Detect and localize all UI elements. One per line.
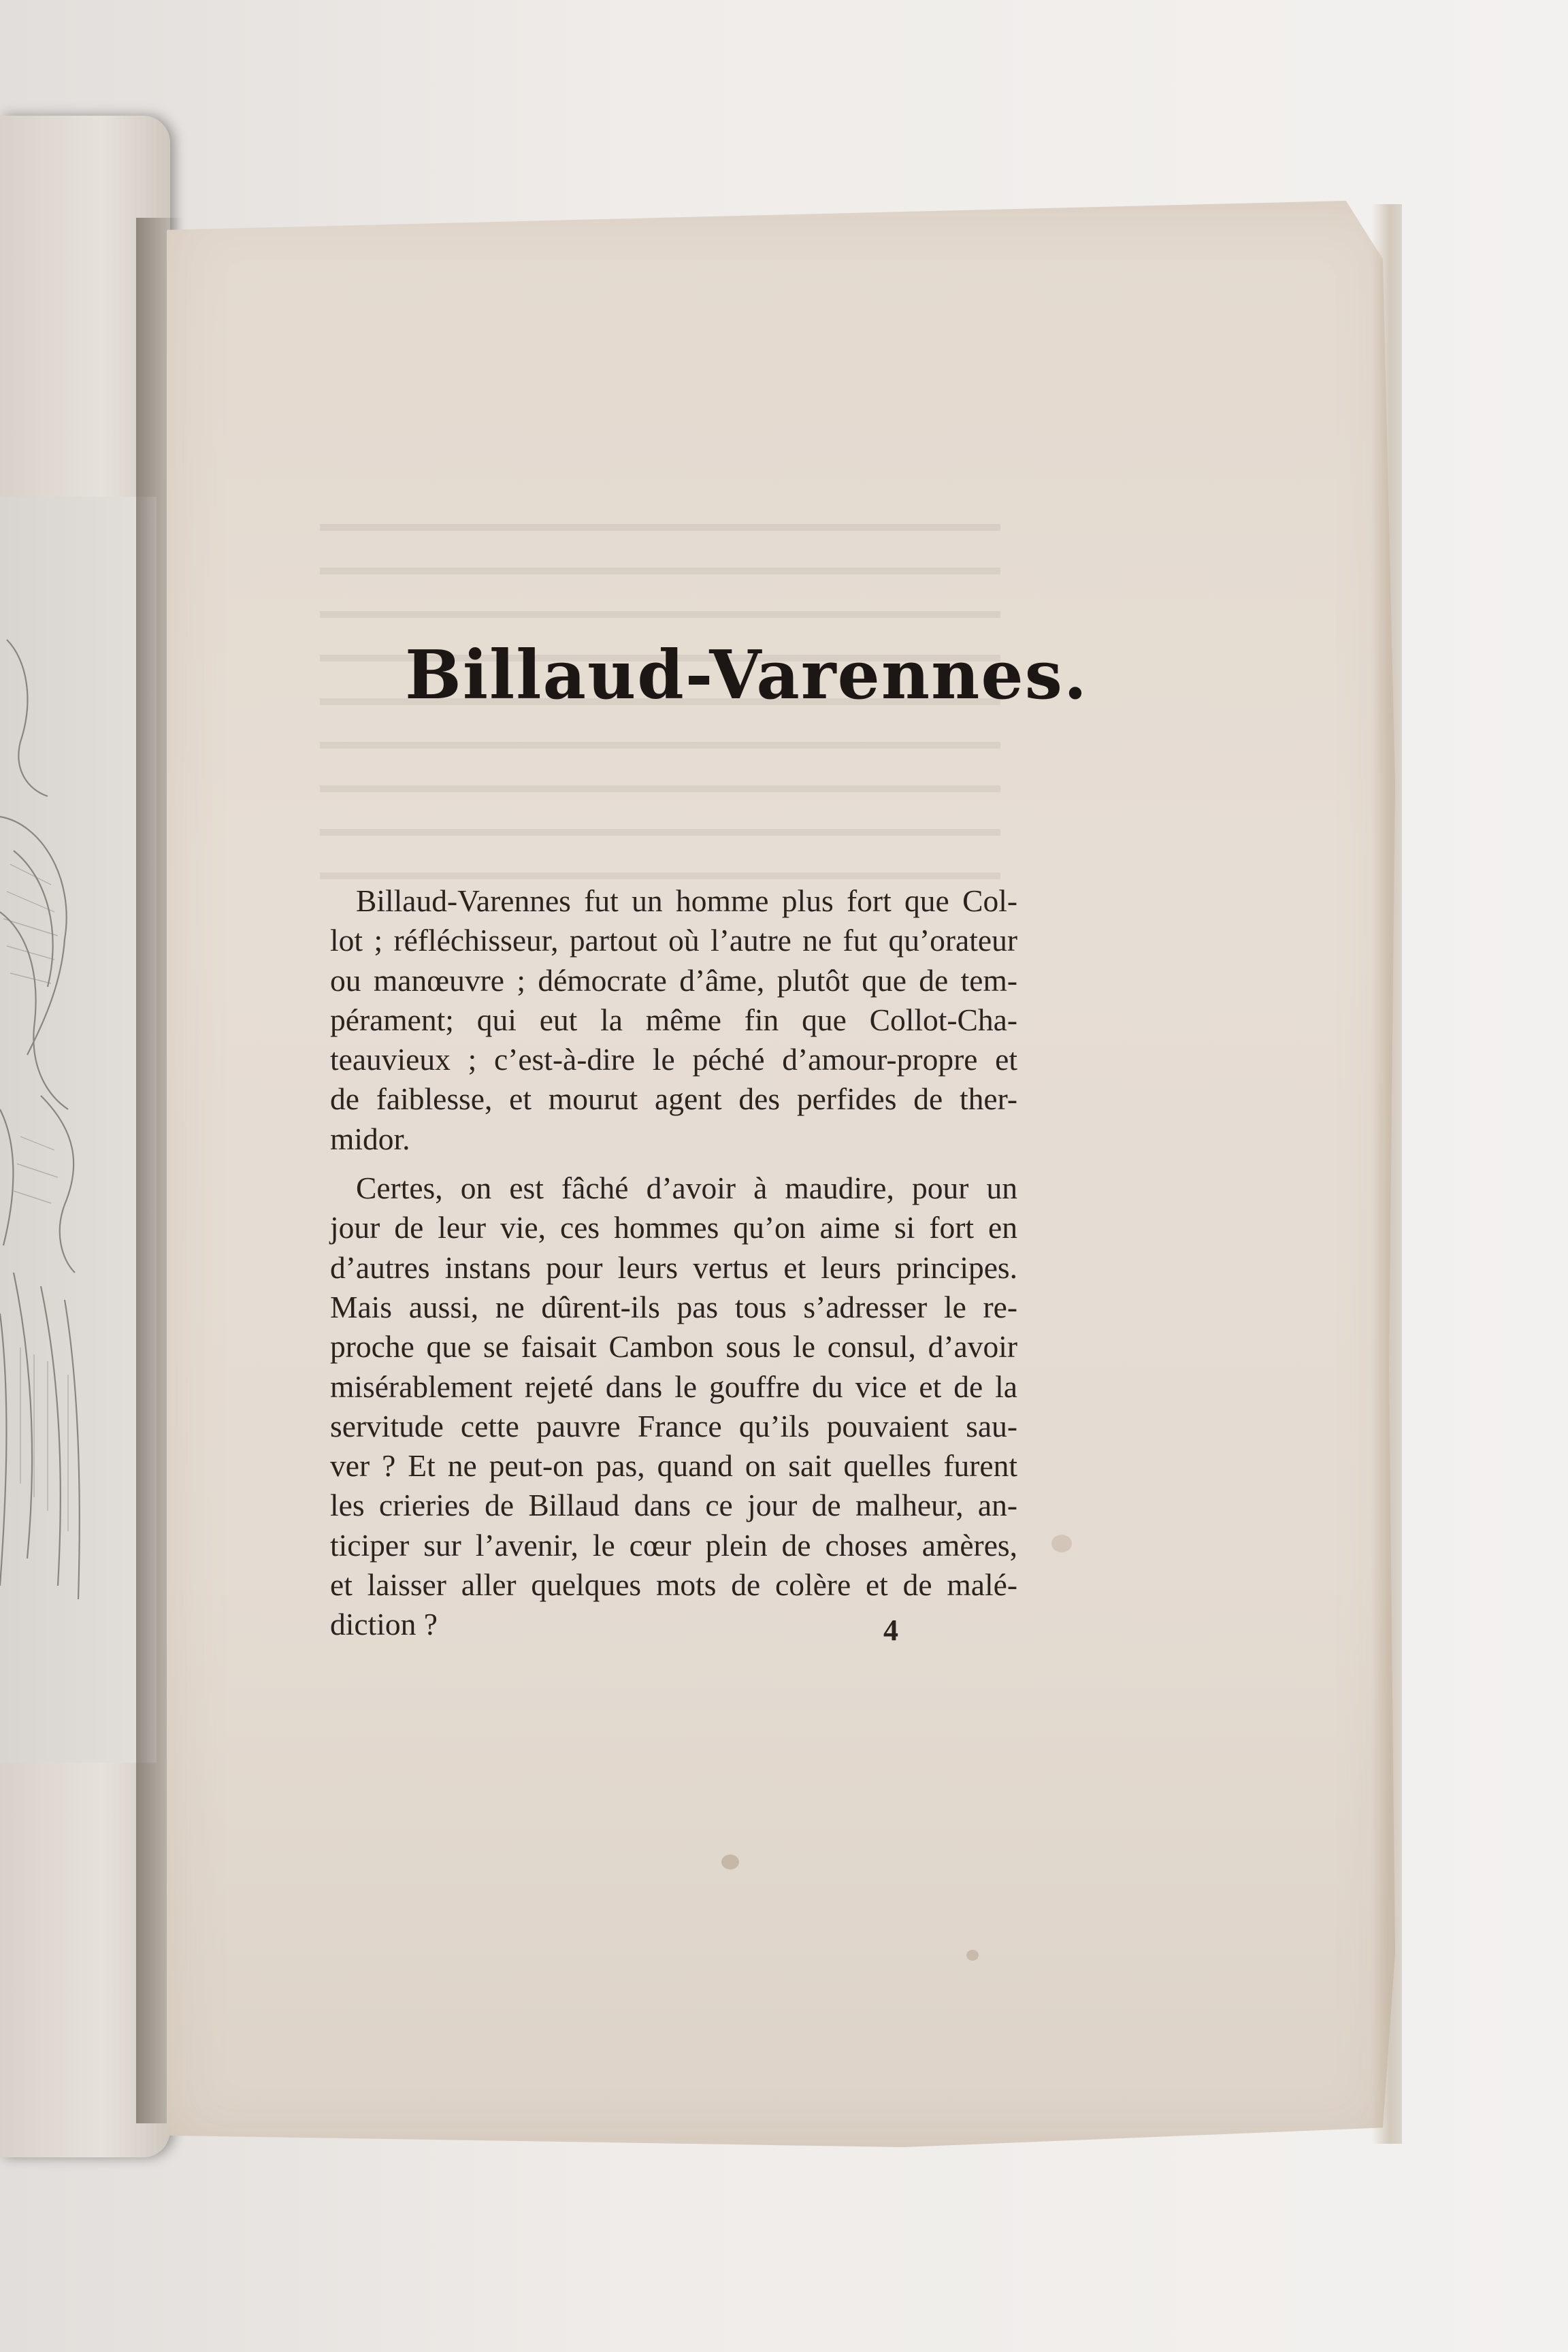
text-line: jour de leur vie, ces hommes qu’on aime si fort en: [330, 1210, 1017, 1245]
paper-foxing-spot: [1051, 1535, 1072, 1552]
text-line: pérament; qui eut la même fin que Collot-Cha-: [330, 1002, 1017, 1037]
page-deckle-edge: [1371, 204, 1402, 2144]
engraving-plate: [0, 497, 157, 1763]
text-line: Mais aussi, ne dûrent-ils pas tous s’adresser le re-: [330, 1289, 1017, 1324]
text-line: de faiblesse, et mourut agent des perfides de ther-: [330, 1081, 1017, 1117]
chapter-title: Billaud-Varennes.: [405, 636, 1088, 715]
text-line: Certes, on est fâché d’avoir à maudire, pour un: [356, 1171, 1017, 1206]
text-line: misérablement rejeté dans le gouffre du vice et de la: [330, 1369, 1017, 1404]
text-line: les crieries de Billaud dans ce jour de malheur, an-: [330, 1488, 1017, 1523]
text-line: diction ?: [330, 1607, 438, 1642]
page-number: 4: [883, 1614, 898, 1647]
paragraph: [330, 881, 1017, 1159]
text-line: midor.: [330, 1121, 410, 1156]
text-line: ou manœuvre ; démocrate d’âme, plutôt que de tem-: [330, 962, 1017, 998]
body-text: [330, 881, 1017, 1645]
paper-foxing-spot: [966, 1950, 979, 1961]
text-line: proche que se faisait Cambon sous le consul, d’avoir: [330, 1329, 1017, 1365]
text-line: ticiper sur l’avenir, le cœur plein de choses amères,: [330, 1527, 1017, 1563]
text-line: d’autres instans pour leurs vertus et leurs principes.: [330, 1250, 1017, 1285]
paragraph-gap: [330, 1159, 1017, 1169]
text-line: servitude cette pauvre France qu’ils pouvaient sau-: [330, 1408, 1017, 1443]
text-line: ver ? Et ne peut-on pas, quand on sait quelles furent: [330, 1448, 1017, 1484]
paper-foxing-spot: [721, 1855, 739, 1869]
text-line: Billaud-Varennes fut un homme plus fort que Col-: [356, 883, 1017, 918]
text-line: lot ; réfléchisseur, partout où l’autre ne fut qu’orateur: [330, 923, 1017, 958]
engraved-figure-illustration: [0, 497, 157, 1763]
text-line: et laisser aller quelques mots de colère et de malé-: [330, 1567, 1017, 1603]
paragraph: [330, 1169, 1017, 1645]
text-line: teauvieux ; c’est-à-dire le péché d’amour-propre et: [330, 1042, 1017, 1077]
